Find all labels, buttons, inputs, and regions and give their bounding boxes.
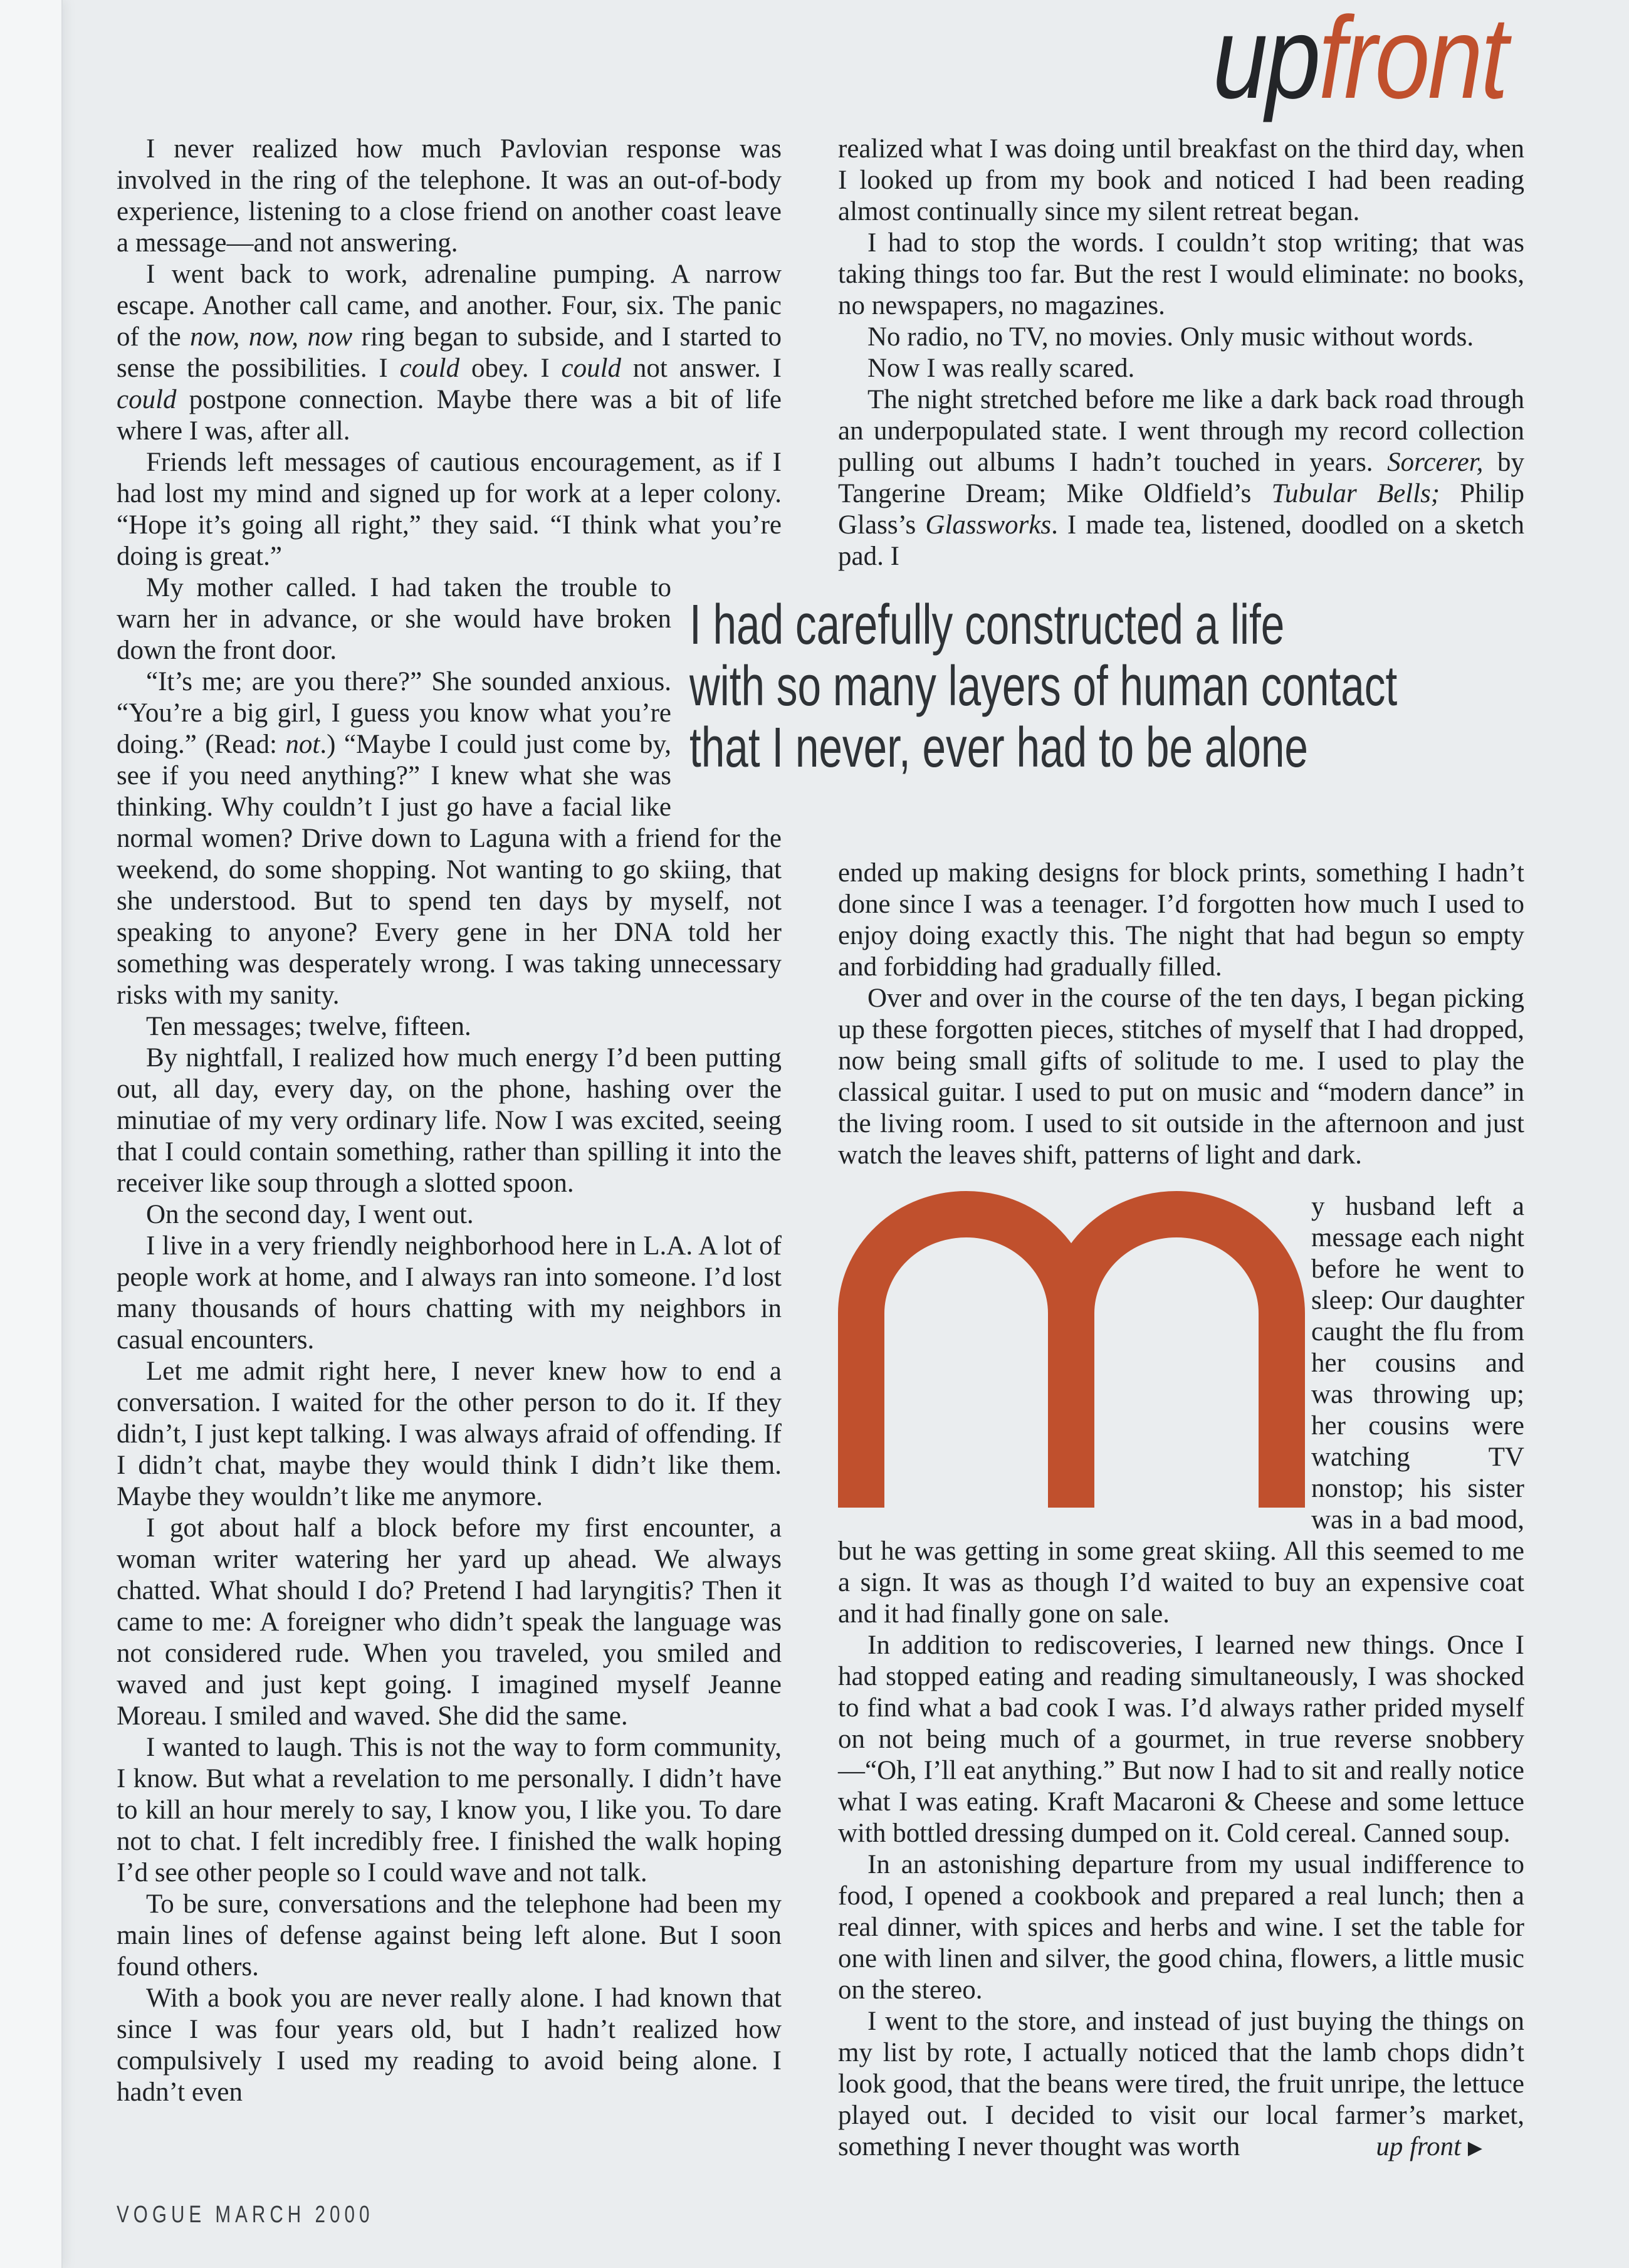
body-paragraph: With a book you are never really alone. I had known that since I was four years old, but I hadn’t realized how compulsively I used my reading to avoid being alone. I hadn’t even xyxy=(117,1983,782,2107)
body-paragraph: ended up making designs for block prints, something I hadn’t done since I was a teenager. I’d forgotten how much I used to enjoy doing exactly this. The night that had begun so empty and forbidding had gradually filled. xyxy=(838,858,1524,982)
body-paragraph: Now I was really scared. xyxy=(867,354,1135,383)
body-paragraph: I got about half a block before my first encounter, a woman writer watering her yard up ahead. We always chatted. What should I do? Pretend I had laryngitis? Then it came to me: A foreigner who didn’t speak the language was not considered rude. When you traveled, you smiled and waved and just kept going. I imagined myself Jeanne Moreau. I smiled and waved. She did the same. xyxy=(117,1513,782,1731)
body-paragraph: I had to stop the words. I couldn’t stop writing; that was taking things too far. But the rest I would eliminate: no books, no newspapers, no magazines. xyxy=(838,228,1524,320)
body-paragraph: In an astonishing departure from my usual indifference to food, I opened a cookbook and prepared a real lunch; then a real dinner, with spices and herbs and wine. I set the table for one with linen and silver, the good china, flowers, a little music on the stereo. xyxy=(838,1850,1524,2005)
body-paragraph: To be sure, conversations and the telephone had been my main lines of defense against being left alone. But I soon found others. xyxy=(117,1889,782,1982)
body-paragraph: The night stretched before me like a dark back road through an underpopulated state. I went through my record collection pulling out albums I hadn’t touched in years. Sorcerer, by Tangerine Dream; Mike Oldfield’s Tubular Bells; Philip Glass’s Glassworks. I made tea, listened, doodled on a sketch pad. I xyxy=(838,385,1525,571)
body-paragraph: Ten messages; twelve, fifteen. xyxy=(146,1012,471,1041)
magazine-footer: VOGUE MARCH 2000 xyxy=(117,2202,374,2228)
body-paragraph: I went to the store, and instead of just buying the things on my list by rote, I actually noticed that the lamb chops didn’t look good, that the beans were tired, the fruit unripe, the lettuce played out. I decided to visit our local farmer’s market, something I never thought was worth up front ▶ xyxy=(838,2006,1524,2164)
body-paragraph: On the second day, I went out. xyxy=(146,1200,474,1229)
pull-quote xyxy=(689,594,1517,779)
pull-quote-line: with so many layers of human contact xyxy=(689,655,1398,718)
pull-quote-line: I had carefully constructed a life xyxy=(689,594,1285,656)
pull-quote-line: that I never, ever had to be alone xyxy=(689,717,1308,779)
left-text-column xyxy=(117,134,782,2164)
body-paragraph: realized what I was doing until breakfast on the third day, when I looked up from my book and noticed I had been reading almost continually since my silent retreat began. xyxy=(838,134,1524,226)
body-paragraph: Friends left messages of cautious encouragement, as if I had lost my mind and signed up for work at a leper colony. “Hope it’s going all right,” they said. “I think what you’re doing is great.” xyxy=(117,448,782,571)
article-body xyxy=(117,134,1524,2164)
right-text-column xyxy=(838,134,1524,2164)
scanned-paper-edge xyxy=(0,0,63,2268)
body-paragraph: No radio, no TV, no movies. Only music without words. xyxy=(867,322,1474,352)
masthead-word-up: up xyxy=(1212,0,1319,123)
masthead-word-front: front xyxy=(1318,0,1506,123)
body-paragraph: I went back to work, adrenaline pumping. A narrow escape. Another call came, and another. Four, six. The panic of the now, now, now ring began to subside, and I started to sense the possibilities. I could obey. I could not answer. I could postpone connection. Maybe there was a bit of life where I was, after all. xyxy=(117,260,782,446)
body-paragraph: “It’s me; are you there?” She sounded anxious. “You’re a big girl, I guess you know what you’re doing.” (Read: not.) “Maybe I could just come by, see if you need anything?” I knew what she was thinking. Why couldn’t I just go have a facial like normal women? Drive down to Laguna with a friend for the weekend, do some shopping. Not wanting to go skiing, that she understood. But to spend ten days by myself, not speaking to anyone? Every gene in her DNA told her something was desperately wrong. I was taking unnecessary risks with my sanity. xyxy=(117,667,782,1010)
drop-cap-m xyxy=(838,1191,1305,1508)
body-paragraph: y husband left a message each night before he went to sleep: Our daughter caught the flu from her cousins and was throwing up; her cousins were watching TV nonstop; his sister was in a bad mood, but he was getting in some great skiing. All this seemed to me a sign. It was as though I’d waited to buy an expensive coat and it had finally gone on sale. xyxy=(838,1192,1524,1629)
continuation-label: up front xyxy=(1376,2132,1462,2161)
drop-cap-m-glyph xyxy=(838,1191,1305,1508)
body-paragraph: I live in a very friendly neighborhood here in L.A. A lot of people work at home, and I always ran into someone. I’d lost many thousands of hours chatting with my neighbors in casual encounters. xyxy=(117,1231,782,1355)
body-paragraph: My mother called. I had taken the trouble to warn her in advance, or she would have broken down the front door. xyxy=(117,573,671,665)
body-paragraph: By nightfall, I realized how much energy I’d been putting out, all day, every day, on the phone, hashing over the minutiae of my very ordinary life. Now I was excited, seeing that I could contain something, rather than spilling it into the receiver like soup through a slotted spoon. xyxy=(117,1043,782,1198)
body-paragraph: In addition to rediscoveries, I learned new things. Once I had stopped eating and reading simultaneously, I was shocked to find what a bad cook I was. I’d always rather prided myself on not being much of a gourmet, in true reverse snobbery—“Oh, I’ll eat anything.” But now I had to sit and really notice what I was eating. Kraft Macaroni & Cheese and some lettuce with bottled dressing dumped on it. Cold cereal. Canned soup. xyxy=(838,1630,1524,1848)
body-paragraph: Let me admit right here, I never knew how to end a conversation. I waited for the other person to do it. If they didn’t, I just kept talking. I was always afraid of offending. If I didn’t chat, maybe they would think I didn’t like them. Maybe they wouldn’t like me anymore. xyxy=(117,1357,782,1511)
continuation-arrow-icon: ▶ xyxy=(1467,2138,1482,2158)
body-paragraph: I wanted to laugh. This is not the way to form community, I know. But what a revelation to me personally. I didn’t have to kill an hour merely to say, I know you, I like you. To dare not to chat. I felt incredibly free. I finished the walk hoping I’d see other people so I could wave and not talk. xyxy=(117,1733,782,1887)
continuation-marker xyxy=(1346,2131,1482,2164)
body-paragraph: Over and over in the course of the ten days, I began picking up these forgotten pieces, stitches of myself that I had dropped, now being small gifts of solitude to me. I used to play the classical guitar. I used to put on music and “modern dance” in the living room. I used to sit outside in the afternoon and just watch the leaves shift, patterns of light and dark. xyxy=(838,984,1524,1170)
column-masthead xyxy=(1212,0,1506,123)
body-paragraph: I never realized how much Pavlovian response was involved in the ring of the telephone. It was an out-of-body experience, listening to a close friend on another coast leave a message—and not answering. xyxy=(117,134,782,258)
